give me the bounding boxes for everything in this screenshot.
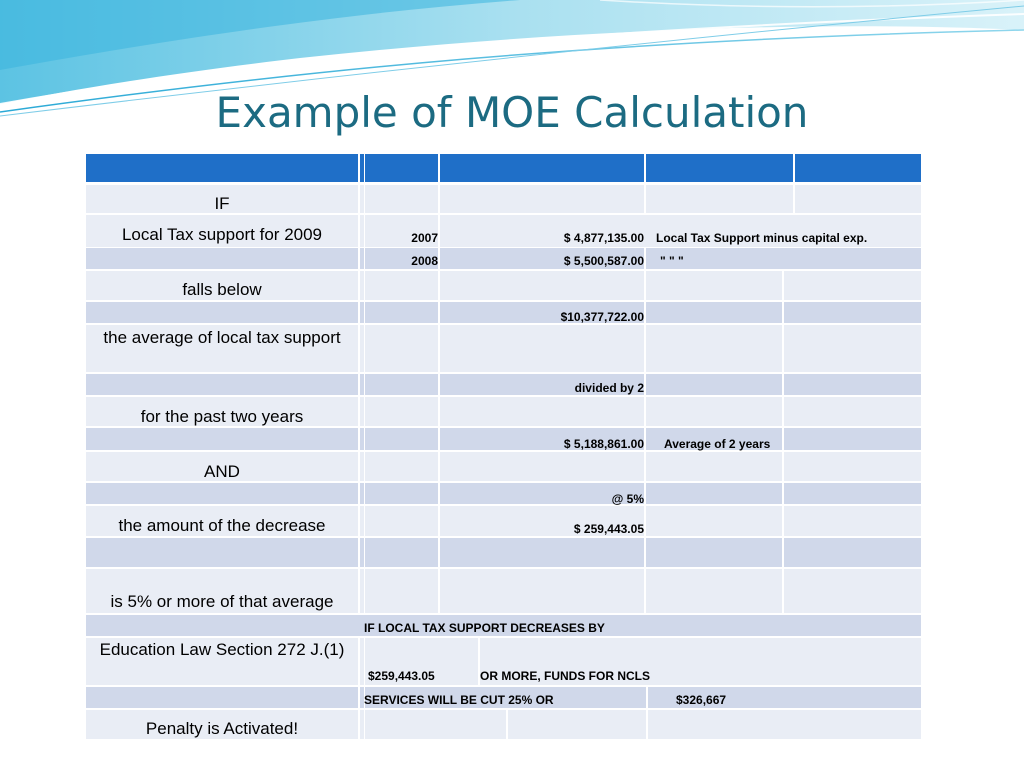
decrease-amount: $ 259,443.05 [573, 522, 644, 536]
column-divider [364, 154, 365, 615]
column-divider [358, 638, 360, 739]
amount-2008: $ 5,500,587.00 [563, 254, 644, 268]
sum-two-years: $10,377,722.00 [560, 310, 644, 324]
notice-amount: $259,443.05 [368, 669, 435, 683]
note-2007: Local Tax Support minus capital exp. [656, 231, 868, 245]
note-2008-ditto: " " " [660, 254, 684, 268]
column-divider [793, 154, 795, 215]
amount-2007: $ 4,877,135.00 [563, 231, 644, 245]
year-2008: 2008 [411, 254, 438, 268]
average-note: Average of 2 years [664, 437, 771, 451]
column-divider [358, 154, 360, 615]
label-average-support: the average of local tax support [103, 328, 341, 347]
label-local-tax-support: Local Tax support for 2009 [121, 225, 323, 244]
notice-line-1: IF LOCAL TAX SUPPORT DECREASES BY [364, 621, 605, 635]
column-divider [644, 248, 646, 615]
label-five-percent: is 5% or more of that average [110, 592, 334, 611]
label-and: AND [204, 462, 240, 481]
column-divider [364, 638, 365, 739]
column-divider [646, 710, 648, 739]
label-if: IF [214, 194, 230, 213]
column-divider [646, 687, 648, 708]
table-row [86, 538, 921, 567]
table-header-row [86, 154, 921, 182]
column-divider [506, 710, 508, 739]
label-amount-of-decrease: the amount of the decrease [118, 516, 326, 535]
percent-five: @ 5% [611, 492, 644, 506]
notice-line-2: OR MORE, FUNDS FOR NCLS [480, 669, 650, 683]
slide-title: Example of MOE Calculation [215, 88, 809, 137]
label-falls-below: falls below [182, 280, 262, 299]
column-divider [644, 154, 646, 215]
cut-amount: $326,667 [676, 693, 727, 707]
label-past-two-years: for the past two years [140, 407, 304, 426]
divided-by-two: divided by 2 [574, 381, 644, 395]
average-amount: $ 5,188,861.00 [563, 437, 644, 451]
notice-line-3: SERVICES WILL BE CUT 25% OR [364, 693, 554, 707]
label-education-law: Education Law Section 272 J.(1) [99, 640, 345, 659]
label-penalty: Penalty is Activated! [145, 719, 299, 738]
year-2007: 2007 [411, 231, 438, 245]
